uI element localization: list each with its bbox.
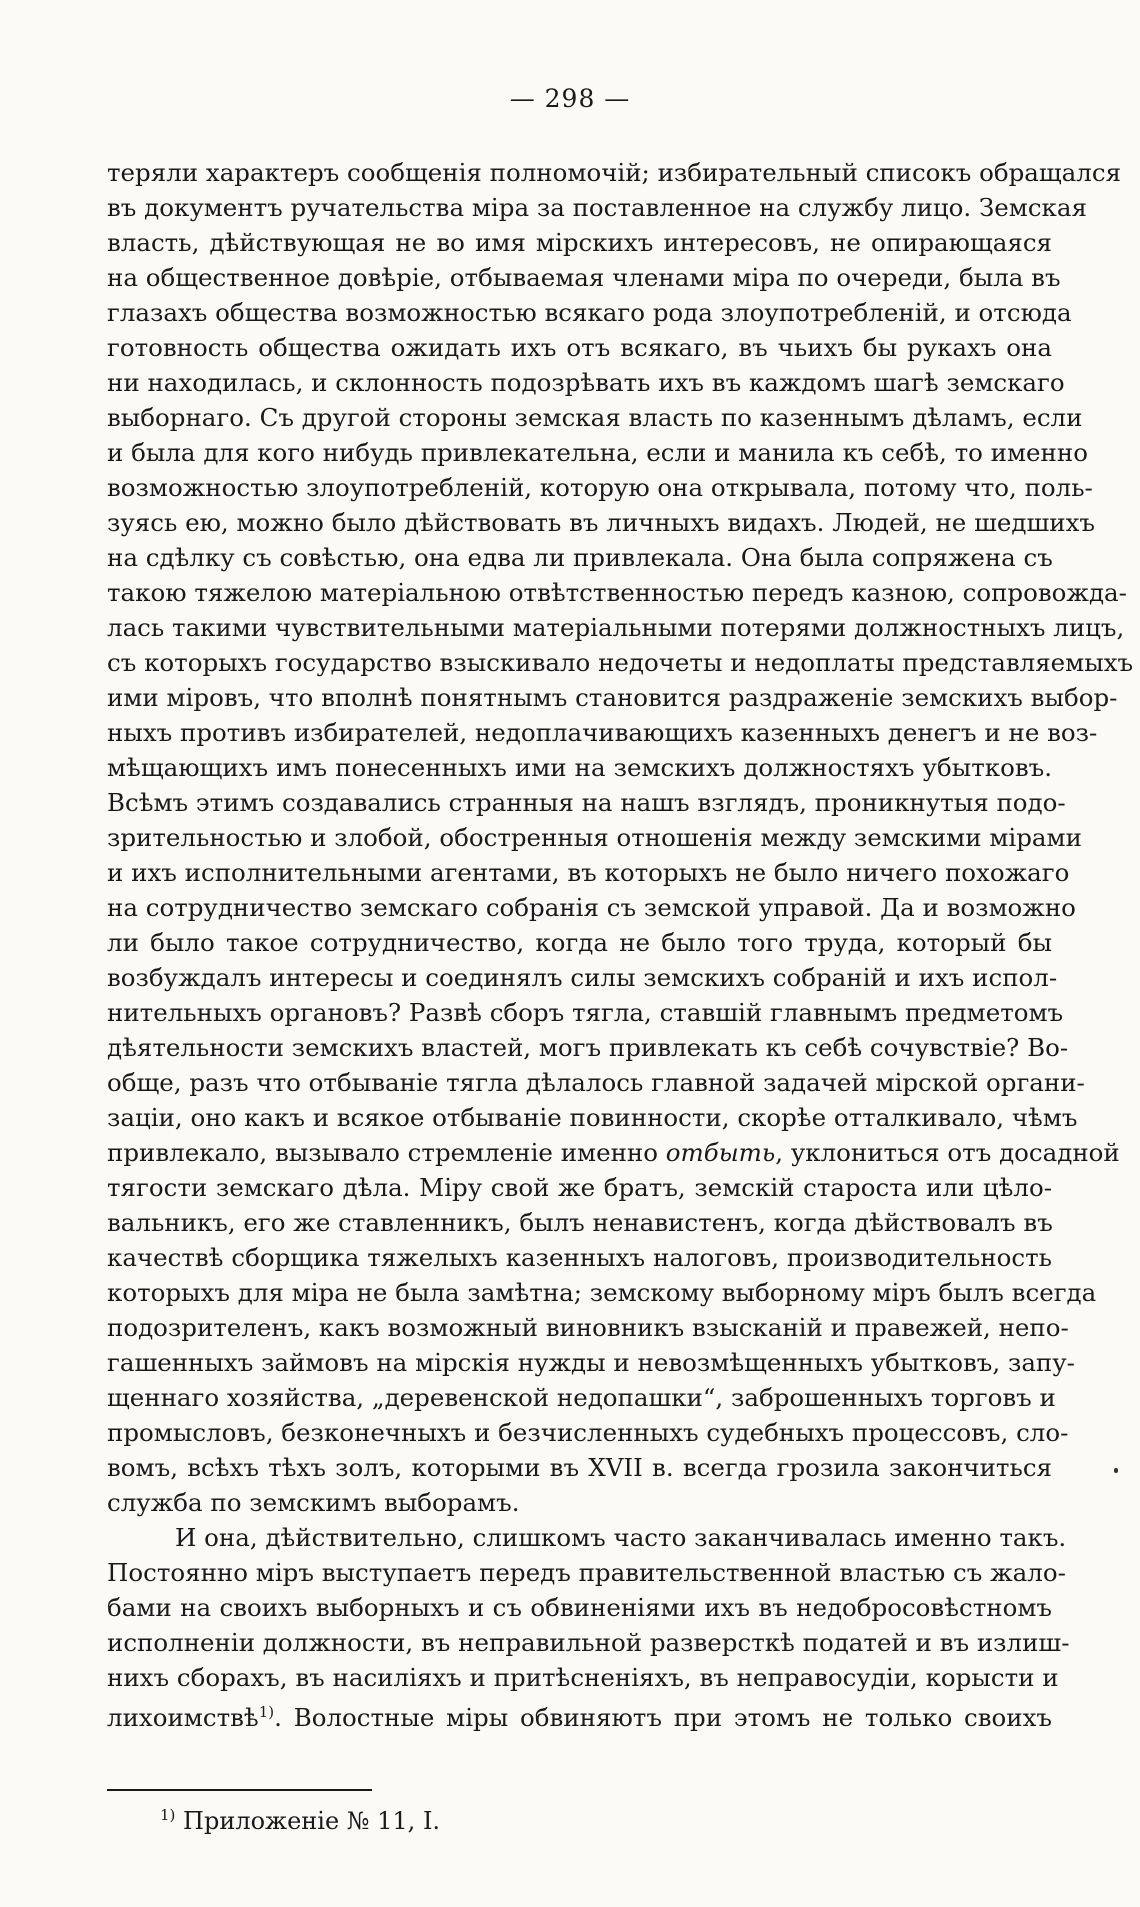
main-text: [107, 155, 1134, 1733]
text-segment: . Волостные міры обвиняютъ при этомъ не только своихъ: [274, 1703, 1052, 1733]
text-line: Всѣмъ этимъ создавались странныя на нашъ взглядъ, проникнутыя подо-: [107, 788, 1066, 817]
text-line: зрительностью и злобой, обостренныя отношенія между земскими мірами: [107, 823, 1082, 852]
text-line: возбуждалъ интересы и соединялъ силы земскихъ собраній и ихъ испол-: [107, 963, 1058, 992]
text-line: и ихъ исполнительными агентами, въ которыхъ не было ничего похожаго: [107, 858, 1070, 887]
paragraph-2: [107, 1520, 1070, 1733]
text-line: ли было такое сотрудничество, когда не было того труда, который бы: [107, 928, 1052, 957]
paragraph-1: [107, 155, 1134, 1520]
text-line: дѣятельности земскихъ властей, могъ привлекать къ себѣ сочувствіе? Во-: [107, 1033, 1069, 1062]
text-line: заціи, оно какъ и всякое отбываніе повинности, скорѣе отталкивало, чѣмъ: [107, 1103, 1078, 1132]
text-line: теряли характеръ сообщенія полномочій; избирательный списокъ обращался: [107, 158, 1122, 187]
scan-speck: [1114, 1468, 1118, 1473]
footnote-divider: [107, 1789, 372, 1791]
text-line: такою тяжелою матеріальною отвѣтственностью передъ казною, сопровожда-: [107, 578, 1127, 607]
text-line: мѣщающихъ имъ понесенныхъ ими на земскихъ должностяхъ убытковъ.: [107, 753, 1052, 782]
text-line: ныхъ противъ избирателей, недоплачивающихъ казенныхъ денегъ и не воз-: [107, 718, 1098, 747]
footnote-mark: 1): [160, 1806, 176, 1824]
text-line: выборнаго. Съ другой стороны земская власть по казеннымъ дѣламъ, если: [107, 403, 1083, 432]
page-number: — 298 —: [509, 84, 631, 113]
text-line-with-footnote-ref: [107, 1695, 1052, 1733]
text-line: исполненіи должности, въ неправильной разверсткѣ податей и въ излиш-: [107, 1628, 1070, 1657]
text-segment: , уклониться отъ досадной: [775, 1138, 1120, 1167]
text-line: щеннаго хозяйства, „деревенской недопашки“, заброшенныхъ торговъ и: [107, 1383, 1056, 1412]
footnote-reference: 1): [258, 1703, 275, 1721]
text-line: въ документъ ручательства міра за поставленное на службу лицо. Земская: [107, 193, 1087, 222]
text-line: глазахъ общества возможностью всякаго рода злоупотребленій, и отсюда: [107, 298, 1072, 327]
text-line: готовность общества ожидать ихъ отъ всякаго, въ чьихъ бы рукахъ она: [107, 333, 1052, 362]
footnote-text: Приложеніе № 11, I.: [175, 1807, 441, 1835]
text-segment: лихоимствѣ: [107, 1703, 259, 1733]
text-line: качествѣ сборщика тяжелыхъ казенныхъ налоговъ, производительность: [107, 1243, 1052, 1272]
text-line: вальникъ, его же ставленникъ, былъ ненавистенъ, когда дѣйствовалъ въ: [107, 1208, 1053, 1237]
text-line: подозрителенъ, какъ возможный виновникъ взысканій и правежей, непо-: [107, 1313, 1069, 1342]
emphasized-word: отбыть: [665, 1138, 776, 1167]
text-line: нительныхъ органовъ? Развѣ сборъ тягла, ставшій главнымъ предметомъ: [107, 998, 1064, 1027]
text-line: зуясь ею, можно было дѣйствовать въ личныхъ видахъ. Людей, не шедшихъ: [107, 508, 1095, 537]
text-segment: привлекало, вызывало стремленіе именно: [107, 1138, 658, 1167]
text-line: власть, дѣйствующая не во имя мірскихъ интересовъ, не опирающаяся: [107, 228, 1052, 257]
text-line: и была для кого нибудь привлекательна, если и манила къ себѣ, то именно: [107, 438, 1088, 467]
text-line: на общественное довѣріе, отбываемая членами міра по очереди, была въ: [107, 263, 1061, 292]
text-line: служба по земскимъ выборамъ.: [107, 1488, 520, 1517]
text-line: промысловъ, безконечныхъ и безчисленныхъ судебныхъ процессовъ, сло-: [107, 1418, 1069, 1447]
text-line: возможностью злоупотребленій, которую она открывала, потому что, поль-: [107, 473, 1093, 502]
text-line: Постоянно міръ выступаетъ передъ правительственной властью съ жало-: [107, 1558, 1066, 1587]
footnote: [160, 1798, 440, 1839]
text-line: бами на своихъ выборныхъ и съ обвиненіями ихъ въ недобросовѣстномъ: [107, 1593, 1052, 1622]
text-line: ими міровъ, что вполнѣ понятнымъ становится раздраженіе земскихъ выбор-: [107, 683, 1118, 712]
text-line: обще, разъ что отбываніе тягла дѣлалось главной задачей мірской органи-: [107, 1068, 1085, 1097]
text-line: вомъ, всѣхъ тѣхъ золъ, которыми въ XVII в. всегда грозила закончиться: [107, 1453, 1052, 1482]
text-line: съ которыхъ государство взыскивало недочеты и недоплаты представляемыхъ: [107, 648, 1134, 677]
text-line: нихъ сборахъ, въ насиліяхъ и притѣсненіяхъ, въ неправосудіи, корысти и: [107, 1663, 1059, 1692]
text-line: И она, дѣйствительно, слишкомъ часто заканчивалась именно такъ.: [175, 1523, 1067, 1552]
text-line: которыхъ для міра не была замѣтна; земскому выборному міръ былъ всегда: [107, 1278, 1097, 1307]
text-line: гашенныхъ займовъ на мірскія нужды и невозмѣщенныхъ убытковъ, запу-: [107, 1348, 1075, 1377]
text-line: ни находилась, и склонность подозрѣвать ихъ въ каждомъ шагѣ земскаго: [107, 368, 1065, 397]
text-line: на сотрудничество земскаго собранія съ земской управой. Да и возможно: [107, 893, 1076, 922]
text-line: на сдѣлку съ совѣстью, она едва ли привлекала. Она была сопряжена съ: [107, 543, 1053, 572]
text-line: лась такими чувствительными матеріальными потерями должностныхъ лицъ,: [107, 613, 1125, 642]
text-line-with-emphasis: [107, 1135, 1120, 1170]
text-line: тягости земскаго дѣла. Міру свой же братъ, земскій староста или цѣло-: [107, 1173, 1052, 1202]
